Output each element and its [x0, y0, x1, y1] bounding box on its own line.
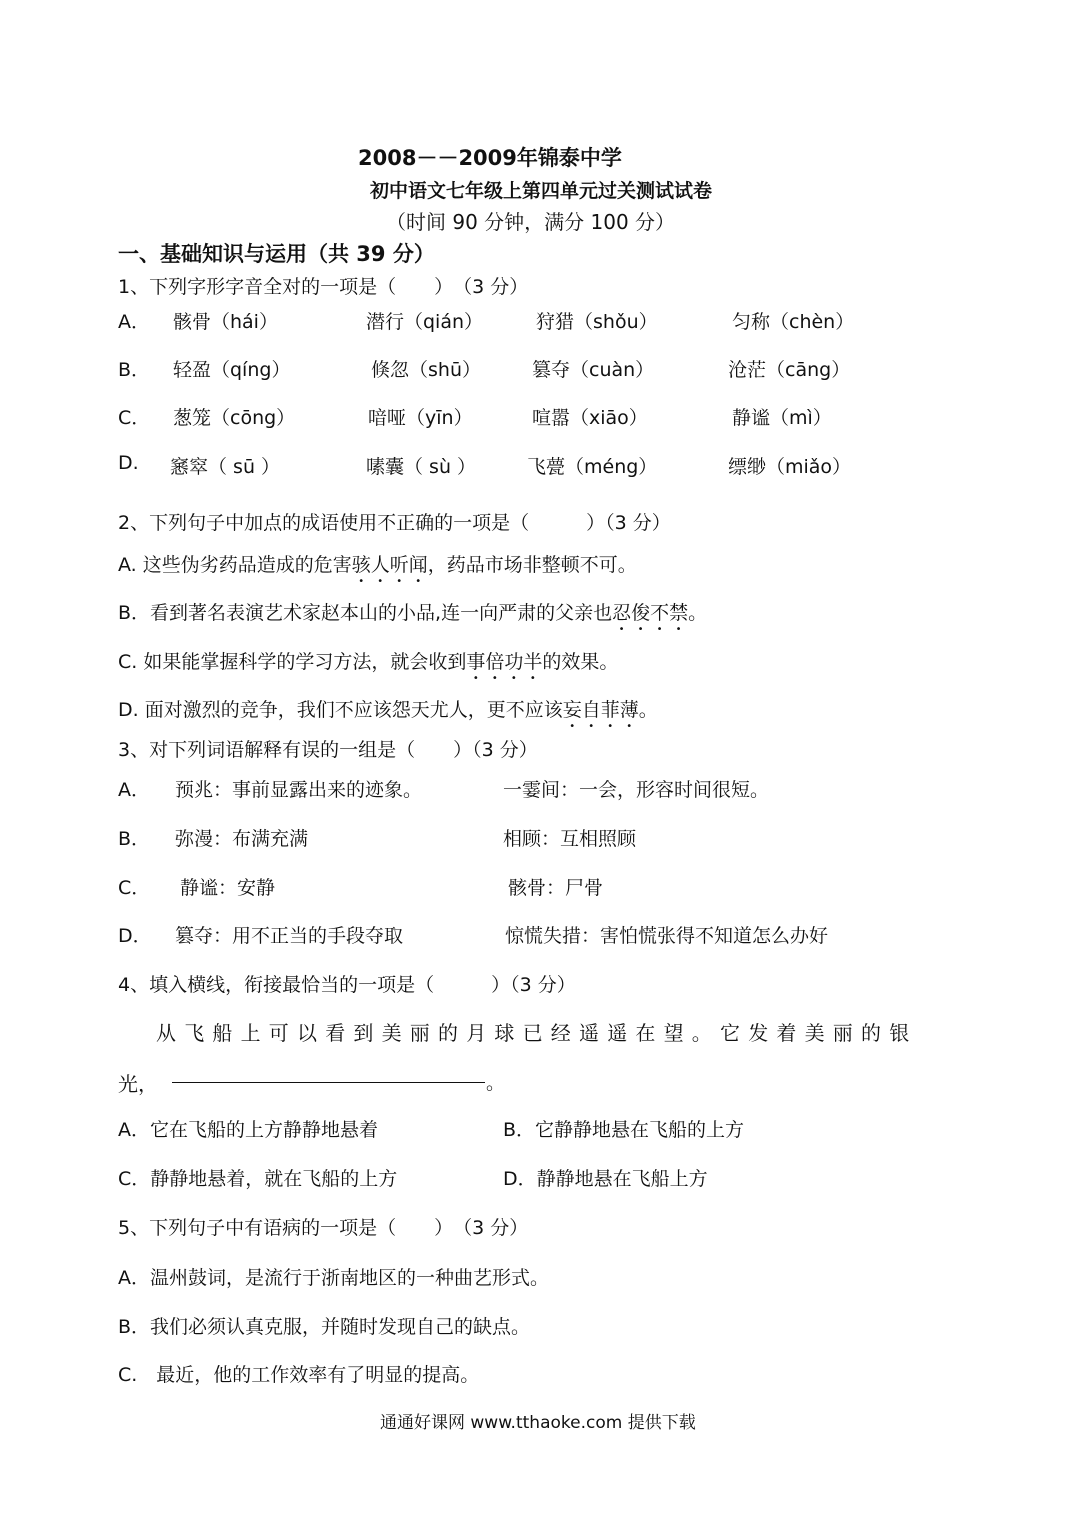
question-5-option-b: B．我们必须认真克服，并随时发现自己的缺点。: [118, 1316, 531, 1338]
option-text: ，药品市场非整顿不可。: [427, 554, 637, 576]
question-4-option-b: B．它静静地悬在飞船的上方: [503, 1119, 745, 1141]
option-item: 嗉囊（ sù ）: [366, 456, 477, 478]
option-item: 狩猎（shǒu）: [536, 311, 658, 333]
option-item: 飞甍（méng）: [527, 456, 658, 478]
option-item: 沧茫（cāng）: [728, 359, 851, 381]
question-4-passage-line2-start: 光，: [118, 1072, 158, 1096]
option-item: 轻盈（qíng）: [173, 359, 291, 381]
option-text: A. 这些伪劣药品造成的危害: [118, 554, 352, 576]
dotted-idiom: 忍俊不禁: [612, 602, 689, 624]
option-text: 。: [638, 699, 658, 721]
question-4-option-c: C．静静地悬着，就在飞船的上方: [118, 1168, 398, 1190]
option-label: D.: [118, 452, 139, 474]
question-3-stem: 3、对下列词语解释有误的一组是（ ）（3 分）: [118, 739, 538, 761]
question-5-stem: 5、下列句子中有语病的一项是（ ） （3 分）: [118, 1217, 529, 1239]
dotted-idiom: 事倍功半: [466, 651, 543, 673]
option-item: 静谧（mì）: [732, 407, 832, 429]
question-1-stem: 1、下列字形字音全对的一项是（ ） （3 分）: [118, 276, 529, 298]
option-item: 喑哑（yīn）: [368, 407, 473, 429]
option-text: C. 如果能掌握科学的学习方法，就会收到: [118, 651, 467, 673]
question-2-option-b: [118, 598, 707, 635]
term-definition: 骸骨：尸骨: [508, 877, 604, 899]
option-text: 。: [688, 602, 708, 624]
option-label: A．: [118, 779, 150, 801]
option-item: 倏忽（shū）: [371, 359, 481, 381]
term-definition: 相顾：互相照顾: [503, 828, 637, 850]
question-2-stem: 2、下列句子中加点的成语使用不正确的一项是（ ）（3 分）: [118, 512, 671, 534]
term-definition: 预兆：事前显露出来的迹象。: [175, 779, 423, 801]
exam-title-year-school: 2008－－2009年锦泰中学: [358, 146, 622, 170]
term-definition: 静谧：安静: [180, 877, 276, 899]
question-4-option-d: D．静静地悬在飞船上方: [503, 1168, 708, 1190]
option-item: 篡夺（cuàn）: [532, 359, 655, 381]
question-2-option-c: [118, 647, 618, 684]
term-definition: 一霎间：一会，形容时间很短。: [503, 779, 770, 801]
option-label: D．: [118, 925, 152, 947]
question-2-option-d: [118, 695, 658, 732]
question-4-option-a: A．它在飞船的上方静静地悬着: [118, 1119, 378, 1141]
option-label: C．: [118, 407, 151, 429]
dotted-idiom: 骇人听闻: [351, 554, 428, 576]
term-definition: 弥漫：布满充满: [175, 828, 309, 850]
footer-source: 通通好课网 www.tthaoke.com 提供下载: [380, 1413, 696, 1433]
option-item: 喧嚣（xiāo）: [532, 407, 648, 429]
option-item: 匀称（chèn）: [732, 311, 855, 333]
exam-time-score: （时间 90 分钟，满分 100 分）: [386, 210, 676, 234]
question-5-option-a: A．温州鼓词，是流行于浙南地区的一种曲艺形式。: [118, 1267, 549, 1289]
option-label: C．: [118, 877, 151, 899]
question-2-option-a: [118, 550, 637, 587]
term-definition: 篡夺：用不正当的手段夺取: [175, 925, 404, 947]
option-text: D. 面对激烈的竞争，我们不应该怨天尤人，更不应该: [118, 699, 563, 721]
dotted-idiom: 妄自菲薄: [562, 699, 639, 721]
option-item: 缥缈（miǎo）: [728, 456, 852, 478]
term-definition: 惊慌失措：害怕慌张得不知道怎么办好: [505, 925, 829, 947]
option-item: 葱笼（cōng）: [173, 407, 296, 429]
option-item: 潜行（qián）: [366, 311, 484, 333]
option-item: 窸窣（ sū ）: [170, 456, 281, 478]
question-4-passage-line1: 从飞船上可以看到美丽的月球已经遥遥在望。它发着美丽的银: [156, 1021, 918, 1045]
exam-title-subject: 初中语文七年级上第四单元过关测试试卷: [370, 180, 713, 202]
question-4-answer-blank: [172, 1082, 485, 1083]
option-label: A．: [118, 311, 150, 333]
option-text: 的效果。: [542, 651, 619, 673]
option-label: B．: [118, 828, 151, 850]
option-item: 骸骨（hái）: [173, 311, 278, 333]
question-4-passage-line2-end: 。: [486, 1072, 506, 1094]
option-text: B．看到著名表演艺术家赵本山的小品,连一向严肃的父亲也: [118, 602, 613, 624]
question-5-option-c: C. 最近，他的工作效率有了明显的提高。: [118, 1364, 480, 1386]
option-label: B．: [118, 359, 151, 381]
question-4-stem: 4、填入横线，衔接最恰当的一项是（ ）（3 分）: [118, 974, 576, 996]
section-1-title: 一、基础知识与运用（共 39 分）: [118, 242, 435, 266]
